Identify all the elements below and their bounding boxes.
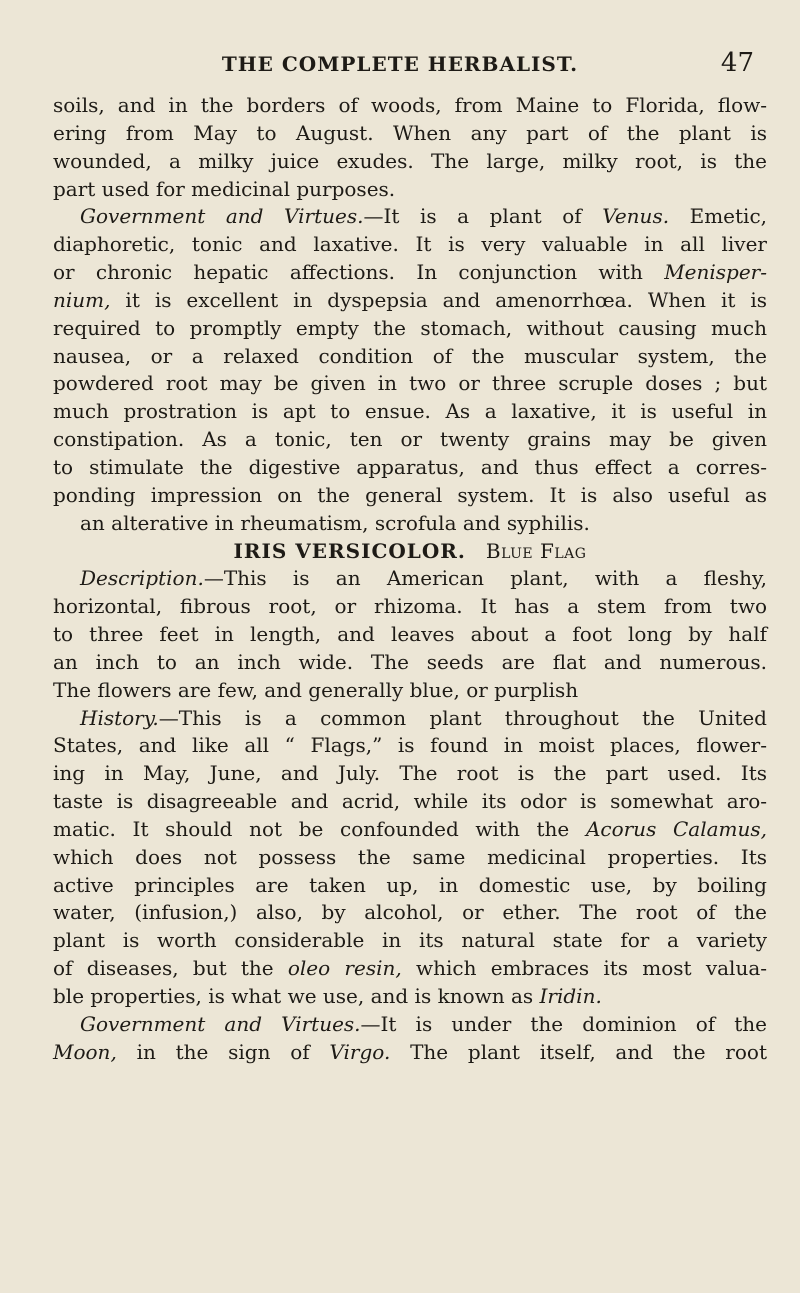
text-line: nausea, or a relaxed condition of the muscular system, the	[53, 343, 767, 368]
page-number: 47	[720, 48, 754, 78]
text-run: of diseases, but the	[53, 956, 288, 981]
text-line: to stimulate the digestive apparatus, and thus effect a corres-	[53, 454, 767, 479]
text-run: ble properties, is what we use, and is known as	[53, 984, 540, 1008]
text-run: —This is a common plant throughout the United	[158, 705, 767, 730]
term-menispermium-cont: nium,	[53, 287, 111, 312]
page-header	[0, 46, 800, 86]
term-iridin: Iridin.	[539, 984, 602, 1008]
text-line: wounded, a milky juice exudes. The large, milky root, is the	[53, 148, 767, 173]
text-line	[53, 259, 767, 287]
section-heading-history: History.	[80, 705, 159, 730]
text-line: to three feet in length, and leaves about a foot long by half	[53, 622, 767, 647]
term-acorus-calamus: Acorus Calamus,	[585, 816, 768, 841]
text-line	[53, 816, 767, 844]
term-venus: Venus.	[602, 204, 670, 229]
text-run: Emetic,	[669, 204, 768, 229]
text-line: The flowers are few, and generally blue, or purplish	[53, 677, 579, 702]
text-line: diaphoretic, tonic and laxative. It is very valuable in all liver	[53, 232, 767, 257]
text-run: matic. It should not be confounded with the	[53, 816, 586, 841]
text-run: or chronic hepatic affections. In conjunction with	[53, 260, 665, 285]
text-run: —It is a plant of	[363, 204, 603, 229]
section-heading-description: Description.	[80, 566, 204, 591]
text-line: which does not possess the same medicinal properties. Its	[53, 844, 767, 869]
text-line: constipation. As a tonic, ten or twenty grains may be given	[53, 427, 767, 452]
section-title-latin: IRIS VERSICOLOR.	[233, 538, 466, 563]
running-title: THE COMPLETE HERBALIST.	[221, 52, 579, 76]
text-run: —This is an American plant, with a fleshy,	[203, 566, 767, 591]
text-line: powdered root may be given in two or three scruple doses ; but	[53, 371, 767, 396]
section-title-common: Blue Flag	[485, 538, 587, 563]
text-line: an alterative in rheumatism, scrofula and syphilis.	[80, 510, 590, 535]
term-moon: Moon,	[53, 1039, 117, 1064]
text-line: required to promptly empty the stomach, without causing much	[53, 315, 767, 340]
page-body	[53, 92, 767, 1067]
text-line: active principles are taken up, in domestic use, by boiling	[53, 872, 767, 897]
text-line: an inch to an inch wide. The seeds are flat and numerous.	[53, 649, 767, 674]
term-virgo: Virgo.	[329, 1039, 391, 1064]
text-line: ponding impression on the general system. It is also useful as	[53, 482, 767, 507]
term-menispermium: Menisper-	[664, 260, 767, 285]
text-run: —It is under the dominion of the	[360, 1011, 767, 1036]
text-line: ering from May to August. When any part of the plant is	[53, 120, 767, 145]
text-line	[53, 1011, 767, 1039]
text-run: The plant itself, and the root	[390, 1039, 767, 1064]
text-line	[53, 983, 767, 1011]
text-line: water, (infusion,) also, by alcohol, or ether. The root of the	[53, 900, 767, 925]
term-oleo-resin: oleo resin,	[287, 956, 402, 981]
text-run: it is excellent in dyspepsia and amenorrhœa. When it is	[110, 287, 767, 312]
text-run: in the sign of	[116, 1039, 330, 1064]
text-line: ing in May, June, and July. The root is the part used. Its	[53, 761, 767, 786]
text-line	[53, 565, 767, 593]
text-line	[53, 955, 767, 983]
text-line	[53, 203, 767, 231]
text-line	[53, 705, 767, 733]
text-line: part used for medicinal purposes.	[53, 176, 396, 201]
text-line	[53, 1039, 767, 1067]
section-title	[53, 538, 767, 566]
text-line: States, and like all “ Flags,” is found in moist places, flower-	[53, 733, 767, 758]
text-line	[53, 287, 767, 315]
text-line: plant is worth considerable in its natural state for a variety	[53, 928, 767, 953]
text-line: soils, and in the borders of woods, from Maine to Florida, flow-	[53, 93, 767, 117]
text-line: taste is disagreeable and acrid, while its odor is somewhat aro-	[53, 789, 767, 814]
text-line: much prostration is apt to ensue. As a laxative, it is useful in	[53, 399, 767, 424]
section-heading-government: Government and Virtues.	[80, 204, 364, 229]
text-line: horizontal, fibrous root, or rhizoma. It has a stem from two	[53, 594, 767, 619]
text-run: which embraces its most valua-	[401, 956, 768, 981]
section-heading-government-2: Government and Virtues.	[80, 1011, 361, 1036]
